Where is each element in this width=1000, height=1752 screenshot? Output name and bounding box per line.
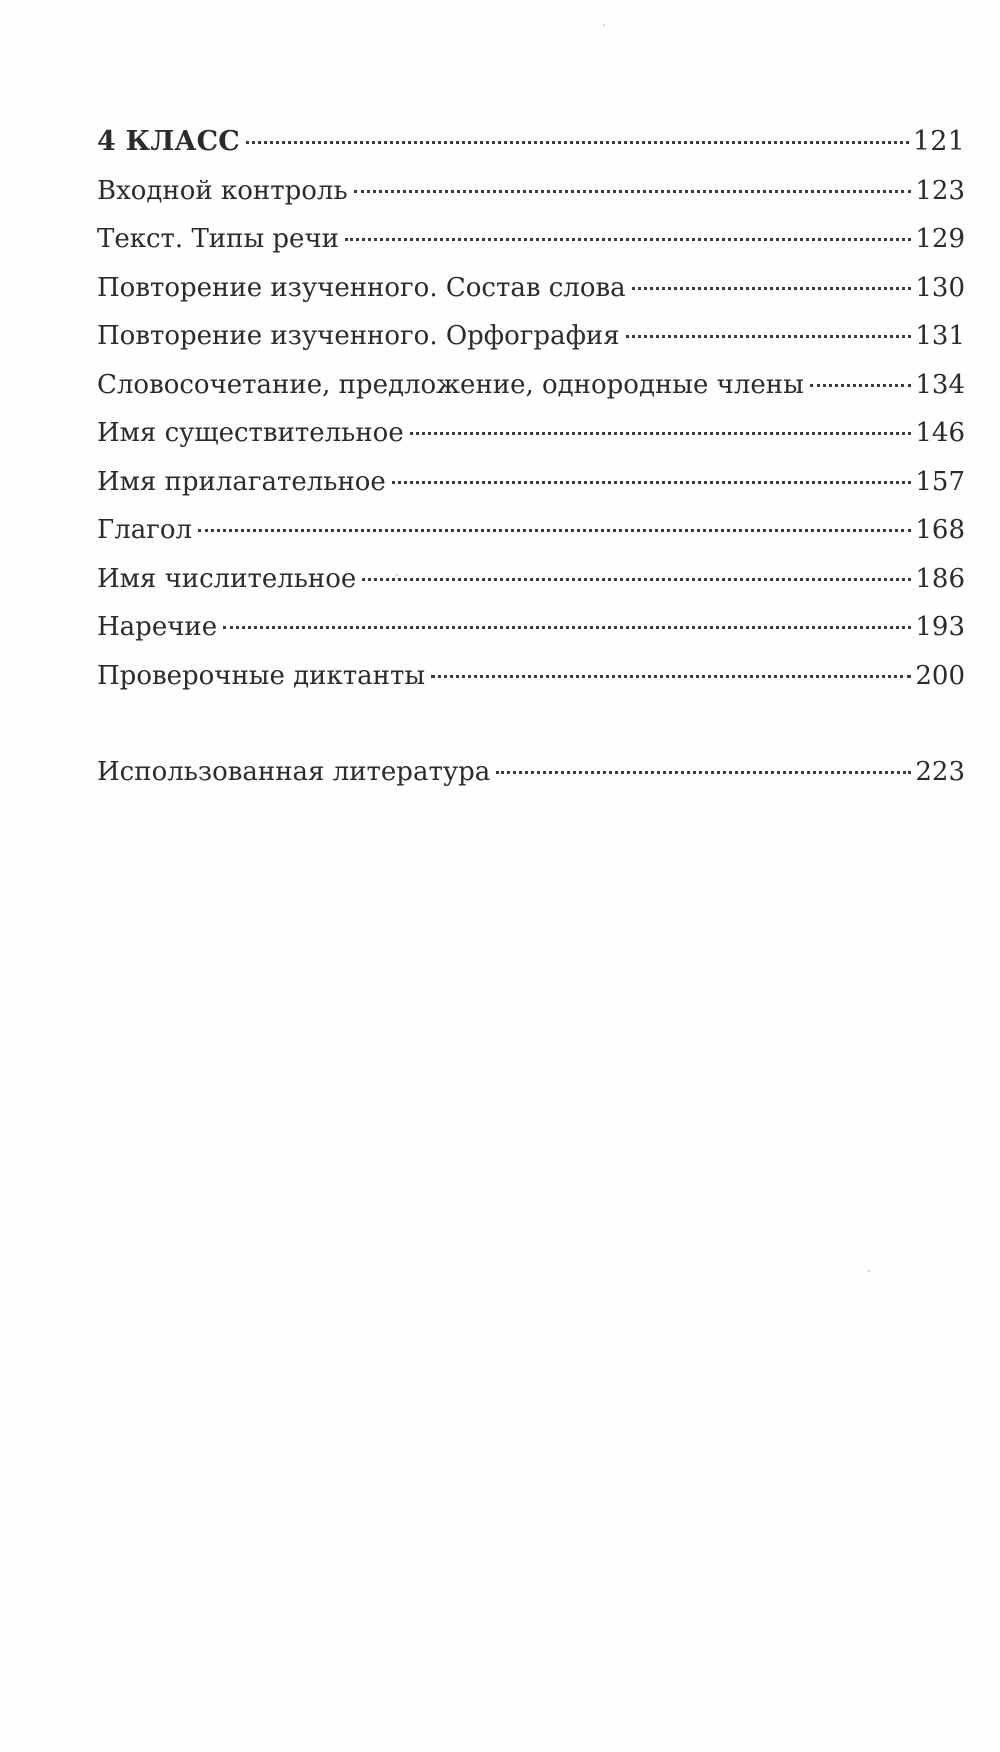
toc-entry[interactable] <box>97 458 965 507</box>
table-of-contents <box>97 118 965 797</box>
toc-entry-page: 186 <box>915 563 965 594</box>
toc-heading-page: 121 <box>912 126 965 157</box>
toc-entry-page: 146 <box>915 418 965 448</box>
dot-leader <box>626 335 912 338</box>
dot-leader <box>496 771 911 774</box>
dot-leader <box>362 578 911 581</box>
toc-entry[interactable] <box>97 603 965 652</box>
toc-entry-title: Наречие <box>97 612 218 642</box>
toc-entry-title: Повторение изученного. Состав слова <box>97 272 626 303</box>
toc-appendix-page: 223 <box>915 757 965 787</box>
toc-entry-page: 157 <box>915 466 965 497</box>
toc-entry[interactable] <box>97 167 965 216</box>
toc-entry-page: 129 <box>915 224 965 254</box>
toc-entry[interactable] <box>97 409 965 458</box>
dot-leader <box>632 287 912 290</box>
dot-leader <box>410 432 912 435</box>
toc-entry-title: Имя числительное <box>97 563 357 594</box>
toc-entry-title: Имя существительное <box>97 418 404 448</box>
toc-entry-title: Текст. Типы речи <box>97 224 339 254</box>
paper-speck <box>396 574 398 576</box>
paper-speck <box>868 1270 870 1272</box>
toc-appendix-title: Использованная литература <box>97 757 491 787</box>
toc-appendix-row[interactable] <box>97 748 965 797</box>
toc-entry-page: 131 <box>915 321 965 351</box>
dot-leader <box>223 626 911 629</box>
toc-entry-page: 123 <box>915 175 965 206</box>
toc-entry[interactable] <box>97 555 965 604</box>
dot-leader <box>810 384 912 387</box>
toc-entry[interactable] <box>97 506 965 555</box>
toc-entry-page: 168 <box>915 515 965 545</box>
toc-entry[interactable] <box>97 215 965 264</box>
toc-entry[interactable] <box>97 312 965 361</box>
dot-leader <box>345 238 911 241</box>
paper-speck <box>603 24 605 26</box>
toc-heading-title: 4 КЛАСС <box>97 126 240 157</box>
toc-entry[interactable] <box>97 652 965 701</box>
toc-entry-title: Входной контроль <box>97 175 348 206</box>
toc-entry[interactable] <box>97 264 965 313</box>
toc-entry-page: 130 <box>915 272 965 303</box>
toc-heading-row[interactable] <box>97 118 965 167</box>
dot-leader <box>354 190 912 193</box>
toc-entry-page: 193 <box>915 612 965 642</box>
dot-leader <box>392 481 912 484</box>
toc-entry[interactable] <box>97 361 965 410</box>
toc-entry-title: Словосочетание, предложение, однородные члены <box>97 369 804 400</box>
toc-entry-title: Проверочные диктанты <box>97 660 426 691</box>
dot-leader <box>246 141 909 144</box>
toc-entry-title: Повторение изученного. Орфография <box>97 321 620 351</box>
toc-entry-page: 200 <box>915 660 965 691</box>
toc-entry-title: Глагол <box>97 515 193 545</box>
toc-entry-title: Имя прилагательное <box>97 466 386 497</box>
dot-leader <box>198 529 911 532</box>
dot-leader <box>431 675 911 678</box>
toc-entry-page: 134 <box>915 369 965 400</box>
